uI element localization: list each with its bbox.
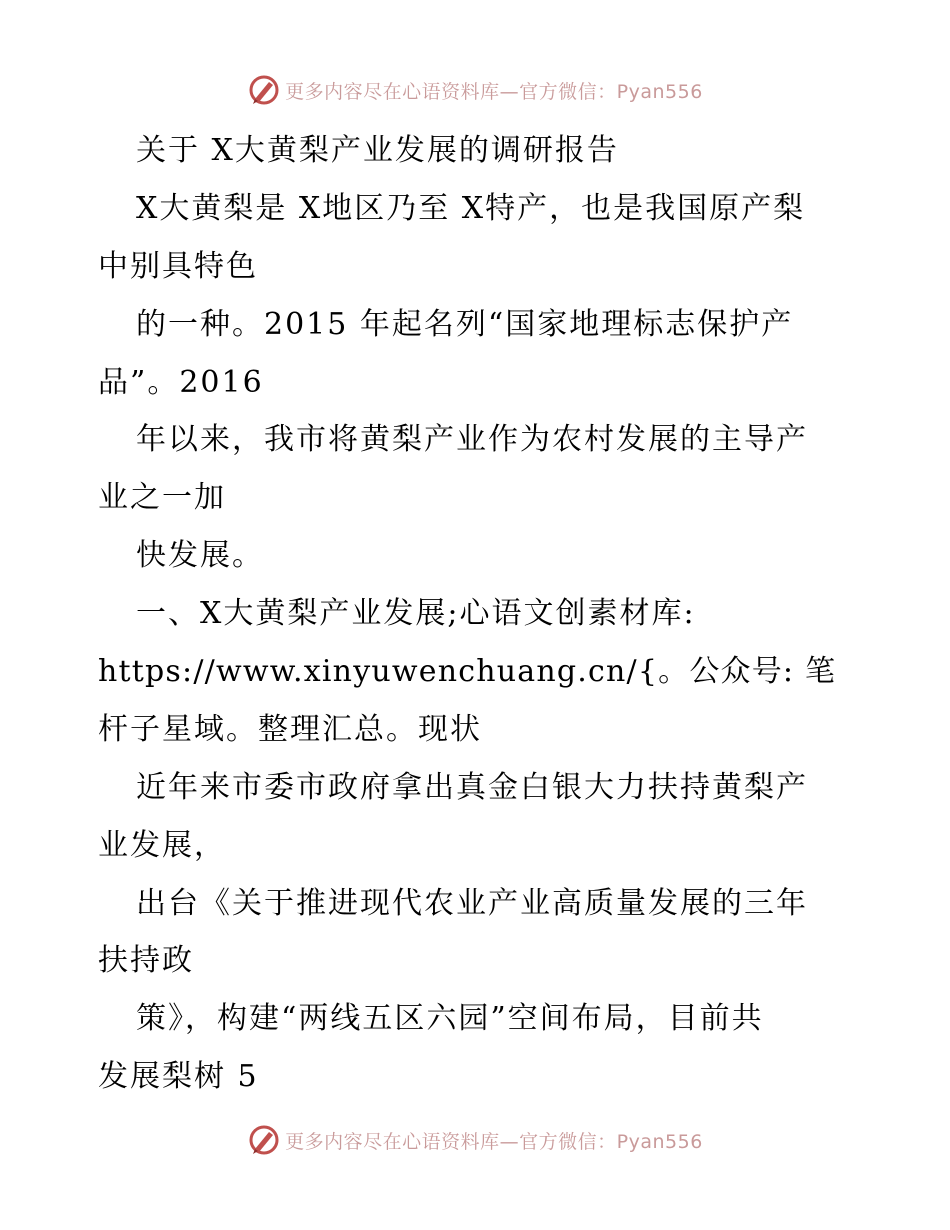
paragraph-line: 策》，构建“两线五区六园”空间布局，目前共 [136,1001,764,1037]
paragraph-line: 年以来，我市将黄梨产业作为农村发展的主导产 [136,422,808,458]
paragraph-line: 业发展， [98,827,226,863]
paragraph-line: 杆子星域。整理汇总。现状 [98,711,482,747]
header-watermark-banner [0,70,950,110]
paragraph-line: 快发展。 [136,538,264,574]
paragraph-line: 出台《关于推进现代农业产业高质量发展的三年 [136,885,808,921]
paragraph-line: 中别具特色 [98,248,258,284]
footer-watermark-banner [0,1120,950,1160]
document-body [98,122,858,1106]
pen-logo-icon [247,1123,281,1157]
watermark-text: 更多内容尽在心语资料库—官方微信：Pyan556 [285,1130,703,1153]
paragraph-line: 品”。2016 [98,364,264,400]
section-heading: 一、X大黄梨产业发展;心语文创素材库: [136,596,696,632]
paragraph-line: 业之一加 [98,480,226,516]
paragraph-line: 发展梨树 5 [98,1059,259,1095]
paragraph-line: 扶持政 [98,943,194,979]
paragraph-line: 的一种。2015 年起名列“国家地理标志保护产 [136,306,794,342]
document-title: 关于 X大黄梨产业发展的调研报告 [136,133,619,168]
paragraph-line: https://www.xinyuwenchuang.cn/{。公众号: 笔 [98,654,837,690]
watermark-text: 更多内容尽在心语资料库—官方微信：Pyan556 [285,80,703,103]
paragraph-line: X大黄梨是 X地区乃至 X特产，也是我国原产梨 [136,190,806,226]
pen-logo-icon [247,73,281,107]
paragraph-line: 近年来市委市政府拿出真金白银大力扶持黄梨产 [136,769,808,805]
